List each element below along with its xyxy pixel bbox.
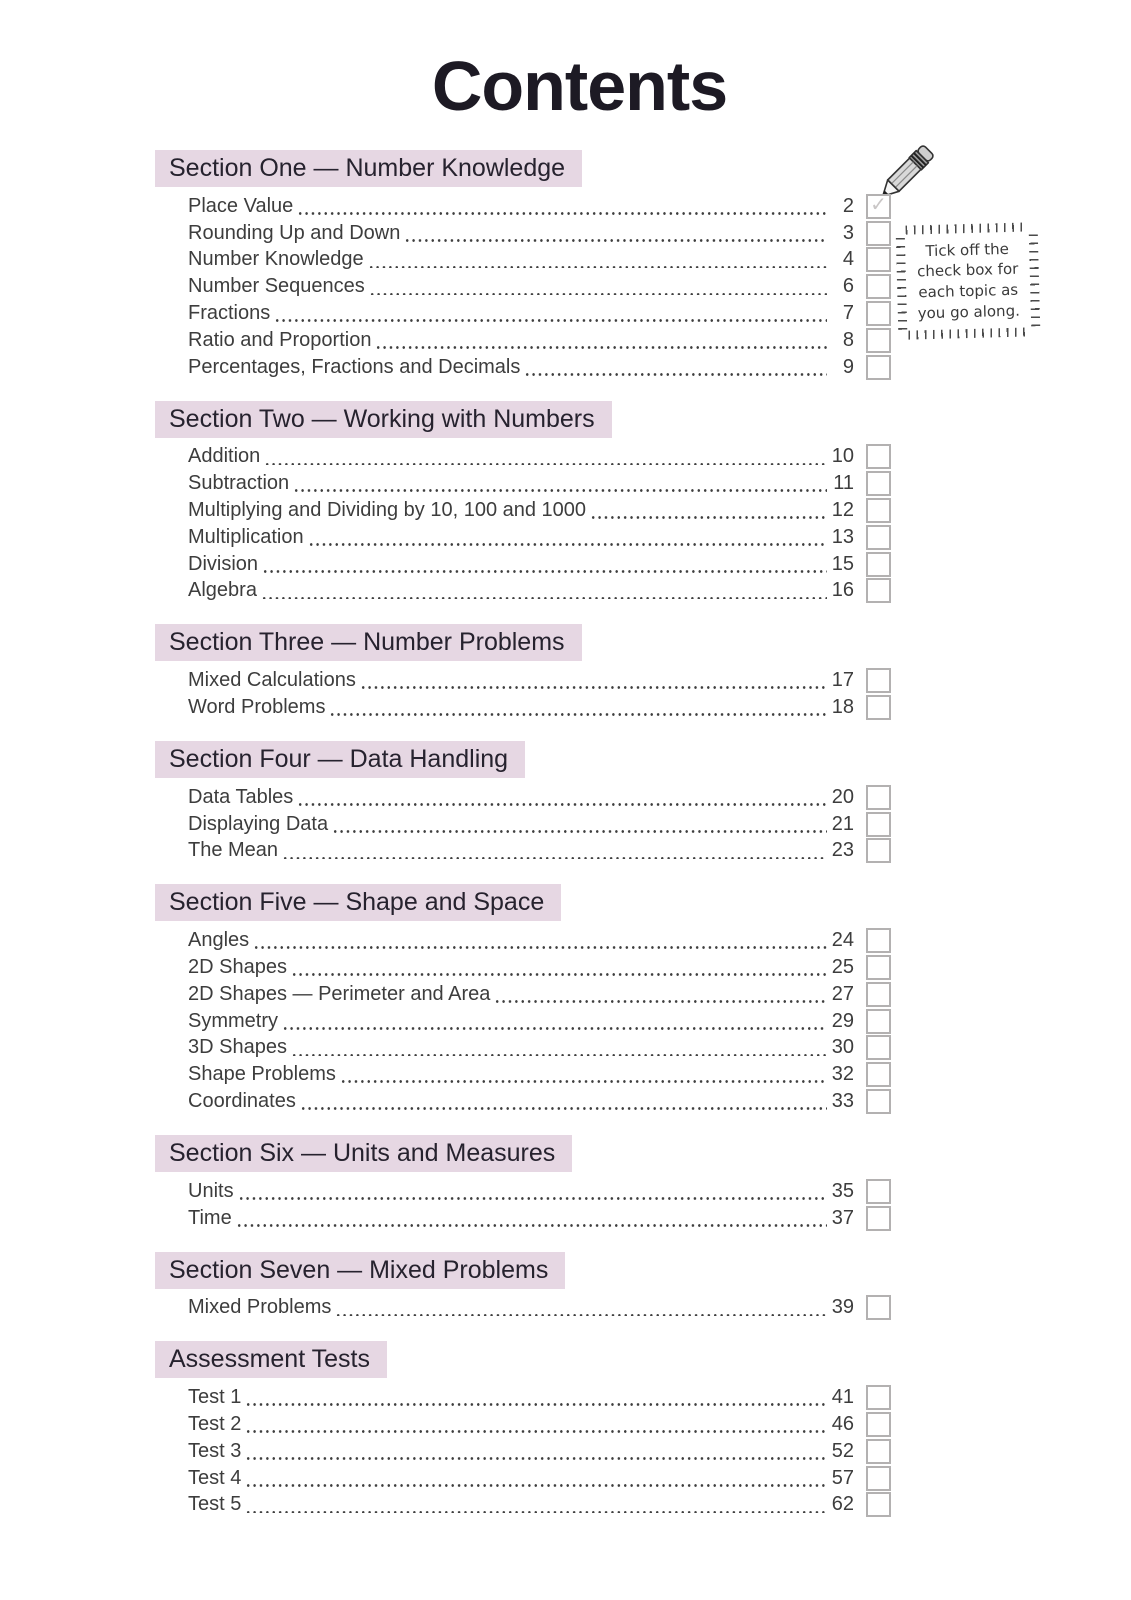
- topic-checkbox[interactable]: [866, 471, 891, 496]
- toc-section: [155, 1135, 891, 1232]
- topic-checkbox[interactable]: [866, 301, 891, 326]
- topic-label: Test 3: [188, 1439, 242, 1462]
- topic-label: Multiplication: [188, 525, 304, 548]
- toc-row: [155, 927, 891, 954]
- section-title: Section Six — Units and Measures: [169, 1138, 556, 1167]
- page-number: 11: [833, 472, 854, 495]
- topic-checkbox[interactable]: [866, 247, 891, 272]
- dotted-leader: [245, 1457, 827, 1460]
- topic-label: Algebra: [188, 579, 257, 602]
- toc-row: [155, 694, 891, 721]
- topic-checkbox[interactable]: [866, 1412, 891, 1437]
- topic-checkbox[interactable]: [866, 1035, 891, 1060]
- toc-row: [155, 524, 891, 551]
- topic-label: Coordinates: [188, 1090, 296, 1113]
- page-number: 2: [842, 194, 854, 217]
- topic-checkbox[interactable]: [866, 552, 891, 577]
- topic-label: Rounding Up and Down: [188, 221, 401, 244]
- dotted-leader: [264, 463, 827, 466]
- page-number: 35: [831, 1179, 854, 1202]
- topic-label: Subtraction: [188, 472, 290, 495]
- toc-row: [155, 1492, 891, 1519]
- dotted-leader: [340, 1080, 827, 1083]
- topic-label: Units: [188, 1179, 234, 1202]
- tick-note-bubble: [896, 222, 1041, 340]
- dotted-leader: [404, 239, 827, 242]
- topic-checkbox[interactable]: [866, 1439, 891, 1464]
- toc-row: [155, 1178, 891, 1205]
- dotted-leader: [335, 1314, 827, 1317]
- toc-section: [155, 150, 891, 381]
- dotted-leader: [245, 1403, 827, 1406]
- topic-label: Test 5: [188, 1493, 242, 1516]
- topic-label: Test 1: [188, 1386, 242, 1409]
- topic-checkbox[interactable]: [866, 785, 891, 810]
- dotted-leader: [282, 857, 827, 860]
- section-header: [155, 1135, 572, 1172]
- topic-checkbox[interactable]: [866, 668, 891, 693]
- toc-section: [155, 741, 891, 864]
- page-title: Contents: [431, 47, 728, 125]
- dotted-leader: [262, 570, 827, 573]
- topic-label: 3D Shapes: [188, 1036, 287, 1059]
- topic-label: Fractions: [188, 302, 271, 325]
- toc-section: [155, 401, 891, 605]
- topic-checkbox[interactable]: [866, 221, 891, 246]
- section-title: Assessment Tests: [169, 1345, 371, 1374]
- topic-checkbox[interactable]: [866, 1089, 891, 1114]
- page-number: 17: [831, 669, 854, 692]
- section-rows: [155, 193, 891, 381]
- dotted-leader: [245, 1511, 827, 1514]
- dotted-leader: [360, 686, 827, 689]
- section-title: Section One — Number Knowledge: [169, 154, 566, 182]
- toc-row: [155, 1384, 891, 1411]
- toc-row: [155, 247, 891, 274]
- page-number: 21: [831, 812, 854, 835]
- topic-label: Multiplying and Dividing by 10, 100 and 1000: [188, 499, 587, 522]
- section-header: [155, 741, 525, 778]
- page-number: 25: [831, 956, 854, 979]
- dotted-leader: [297, 803, 827, 806]
- topic-label: Test 2: [188, 1413, 242, 1435]
- topic-checkbox[interactable]: [866, 1492, 891, 1517]
- page-number: 7: [842, 302, 854, 325]
- page-number: 18: [831, 696, 854, 719]
- toc-row: [155, 220, 891, 247]
- topic-checkbox[interactable]: [866, 194, 891, 219]
- page-number: 23: [831, 839, 854, 862]
- topic-label: Angles: [188, 929, 250, 952]
- page-number: 62: [831, 1493, 854, 1516]
- dotted-leader: [282, 1027, 827, 1030]
- dotted-leader: [245, 1484, 827, 1487]
- topic-checkbox[interactable]: [866, 1062, 891, 1087]
- toc-row: [155, 300, 891, 327]
- topic-checkbox[interactable]: [866, 328, 891, 353]
- page-number: 16: [831, 579, 854, 602]
- page-number: 24: [831, 929, 854, 952]
- page-number: 41: [831, 1386, 854, 1409]
- toc-row: [155, 811, 891, 838]
- page-number: 32: [831, 1063, 854, 1086]
- topic-checkbox[interactable]: [866, 812, 891, 837]
- toc-row: [155, 1061, 891, 1088]
- topic-checkbox[interactable]: [866, 525, 891, 550]
- dotted-leader: [261, 597, 827, 600]
- topic-checkbox[interactable]: [866, 1295, 891, 1320]
- topic-checkbox[interactable]: [866, 695, 891, 720]
- dotted-leader: [245, 1430, 827, 1433]
- dotted-leader: [291, 1054, 827, 1057]
- toc-row: [155, 1465, 891, 1492]
- page-number: 37: [831, 1206, 854, 1229]
- page-number: 33: [831, 1090, 854, 1113]
- section-title: Section Five — Shape and Space: [169, 888, 545, 917]
- section-header: [155, 401, 612, 438]
- topic-label: 2D Shapes — Perimeter and Area: [188, 982, 491, 1005]
- page-number: 20: [831, 785, 854, 808]
- section-rows: [155, 784, 891, 864]
- toc-row: [155, 444, 891, 471]
- toc-row: [155, 1008, 891, 1035]
- topic-checkbox[interactable]: [866, 838, 891, 863]
- topic-label: Mixed Problems: [188, 1296, 332, 1319]
- topic-checkbox[interactable]: [866, 955, 891, 980]
- toc-row: [155, 954, 891, 981]
- topic-label: Division: [188, 552, 259, 575]
- dotted-leader: [293, 489, 827, 492]
- topic-label: Word Problems: [188, 696, 326, 719]
- topic-label: Time: [188, 1206, 232, 1229]
- section-rows: [155, 1384, 891, 1518]
- topic-label: The Mean: [188, 839, 279, 862]
- page-number: 52: [831, 1439, 854, 1462]
- toc-section: [155, 624, 891, 721]
- toc-row: [155, 354, 891, 381]
- topic-checkbox[interactable]: [866, 274, 891, 299]
- toc-row: [155, 193, 891, 220]
- page-number: 29: [831, 1009, 854, 1032]
- toc-row: [155, 551, 891, 578]
- page-number: 6: [842, 275, 854, 298]
- dotted-leader: [238, 1197, 827, 1200]
- section-header: [155, 884, 561, 921]
- topic-checkbox[interactable]: [866, 578, 891, 603]
- toc-row: [155, 1205, 891, 1232]
- topic-label: Ratio and Proportion: [188, 328, 372, 351]
- toc-row: [155, 981, 891, 1008]
- page-number: 4: [842, 248, 854, 271]
- topic-label: Addition: [188, 445, 261, 468]
- topic-checkbox[interactable]: [866, 1179, 891, 1204]
- topic-checkbox[interactable]: [866, 1466, 891, 1491]
- page-number: 27: [831, 982, 854, 1005]
- toc-sections: [155, 150, 891, 1518]
- toc-row: [155, 1088, 891, 1115]
- toc-row: [155, 578, 891, 605]
- section-header: [155, 150, 582, 187]
- toc-section: [155, 1252, 891, 1322]
- page-number: 57: [831, 1466, 854, 1489]
- topic-label: Data Tables: [188, 785, 294, 808]
- dotted-leader: [297, 212, 827, 215]
- section-rows: [155, 444, 891, 605]
- topic-checkbox[interactable]: [866, 1385, 891, 1410]
- dotted-leader: [329, 713, 827, 716]
- section-rows: [155, 667, 891, 721]
- topic-checkbox[interactable]: [866, 444, 891, 469]
- toc-row: [155, 1438, 891, 1465]
- page-number: 8: [842, 328, 854, 351]
- page-number: 10: [831, 445, 854, 468]
- dotted-leader: [253, 946, 827, 949]
- hatch-border-top: [906, 222, 1028, 234]
- page-number: 30: [831, 1036, 854, 1059]
- section-rows: [155, 1178, 891, 1232]
- dotted-leader: [590, 516, 827, 519]
- dotted-leader: [375, 346, 827, 349]
- toc-row: [155, 327, 891, 354]
- section-title: Section Three — Number Problems: [169, 628, 565, 657]
- topic-checkbox[interactable]: [866, 982, 891, 1007]
- toc-row: [155, 1411, 891, 1438]
- toc-row: [155, 1035, 891, 1062]
- dotted-leader: [291, 973, 827, 976]
- page-number: 39: [831, 1296, 854, 1319]
- topic-label: Place Value: [188, 194, 294, 217]
- dotted-leader: [274, 319, 827, 322]
- dotted-leader: [236, 1224, 827, 1227]
- section-rows: [155, 927, 891, 1115]
- topic-checkbox[interactable]: [866, 355, 891, 380]
- section-rows: [155, 1295, 891, 1322]
- page-number: 46: [831, 1413, 854, 1435]
- topic-label: 2D Shapes: [188, 956, 287, 979]
- toc-section: [155, 884, 891, 1115]
- section-header: [155, 1252, 565, 1289]
- dotted-leader: [368, 266, 827, 269]
- dotted-leader: [494, 1000, 827, 1003]
- topic-checkbox[interactable]: [866, 1009, 891, 1034]
- dotted-leader: [308, 543, 827, 546]
- section-header: [155, 624, 582, 661]
- page-number: 9: [842, 355, 854, 378]
- topic-label: Percentages, Fractions and Decimals: [188, 355, 521, 378]
- dotted-leader: [332, 830, 827, 833]
- section-header: [155, 1341, 387, 1378]
- toc-row: [155, 273, 891, 300]
- topic-label: Displaying Data: [188, 812, 329, 835]
- toc-row: [155, 838, 891, 865]
- toc-row: [155, 470, 891, 497]
- section-title: Section Seven — Mixed Problems: [169, 1255, 549, 1284]
- toc-row: [155, 667, 891, 694]
- topic-checkbox[interactable]: [866, 1206, 891, 1231]
- topic-label: Shape Problems: [188, 1063, 336, 1086]
- hatch-border-right: [1029, 232, 1040, 326]
- section-title: Section Four — Data Handling: [169, 744, 509, 773]
- dotted-leader: [369, 293, 827, 296]
- topic-label: Number Knowledge: [188, 248, 364, 271]
- dotted-leader: [300, 1107, 827, 1110]
- hatch-border-bottom: [908, 327, 1030, 339]
- page-number: 13: [831, 525, 854, 548]
- topic-label: Symmetry: [188, 1009, 278, 1032]
- dotted-leader: [524, 373, 827, 376]
- topic-label: Test 4: [188, 1466, 242, 1489]
- tick-icon: ✓: [870, 194, 887, 217]
- topic-label: Number Sequences: [188, 275, 365, 298]
- toc-section: [155, 1341, 891, 1518]
- page-number: 3: [842, 221, 854, 244]
- section-title: Section Two — Working with Numbers: [169, 404, 595, 433]
- page-number: 15: [831, 552, 854, 575]
- toc-row: [155, 784, 891, 811]
- page-number: 12: [831, 499, 854, 522]
- topic-label: Mixed Calculations: [188, 669, 356, 692]
- topic-checkbox[interactable]: [866, 498, 891, 523]
- toc-row: [155, 1295, 891, 1322]
- hatch-border-left: [896, 236, 907, 330]
- topic-checkbox[interactable]: [866, 928, 891, 953]
- toc-row: [155, 497, 891, 524]
- tick-note-text: Tick off the check box for each topic as you go along.: [907, 233, 1029, 328]
